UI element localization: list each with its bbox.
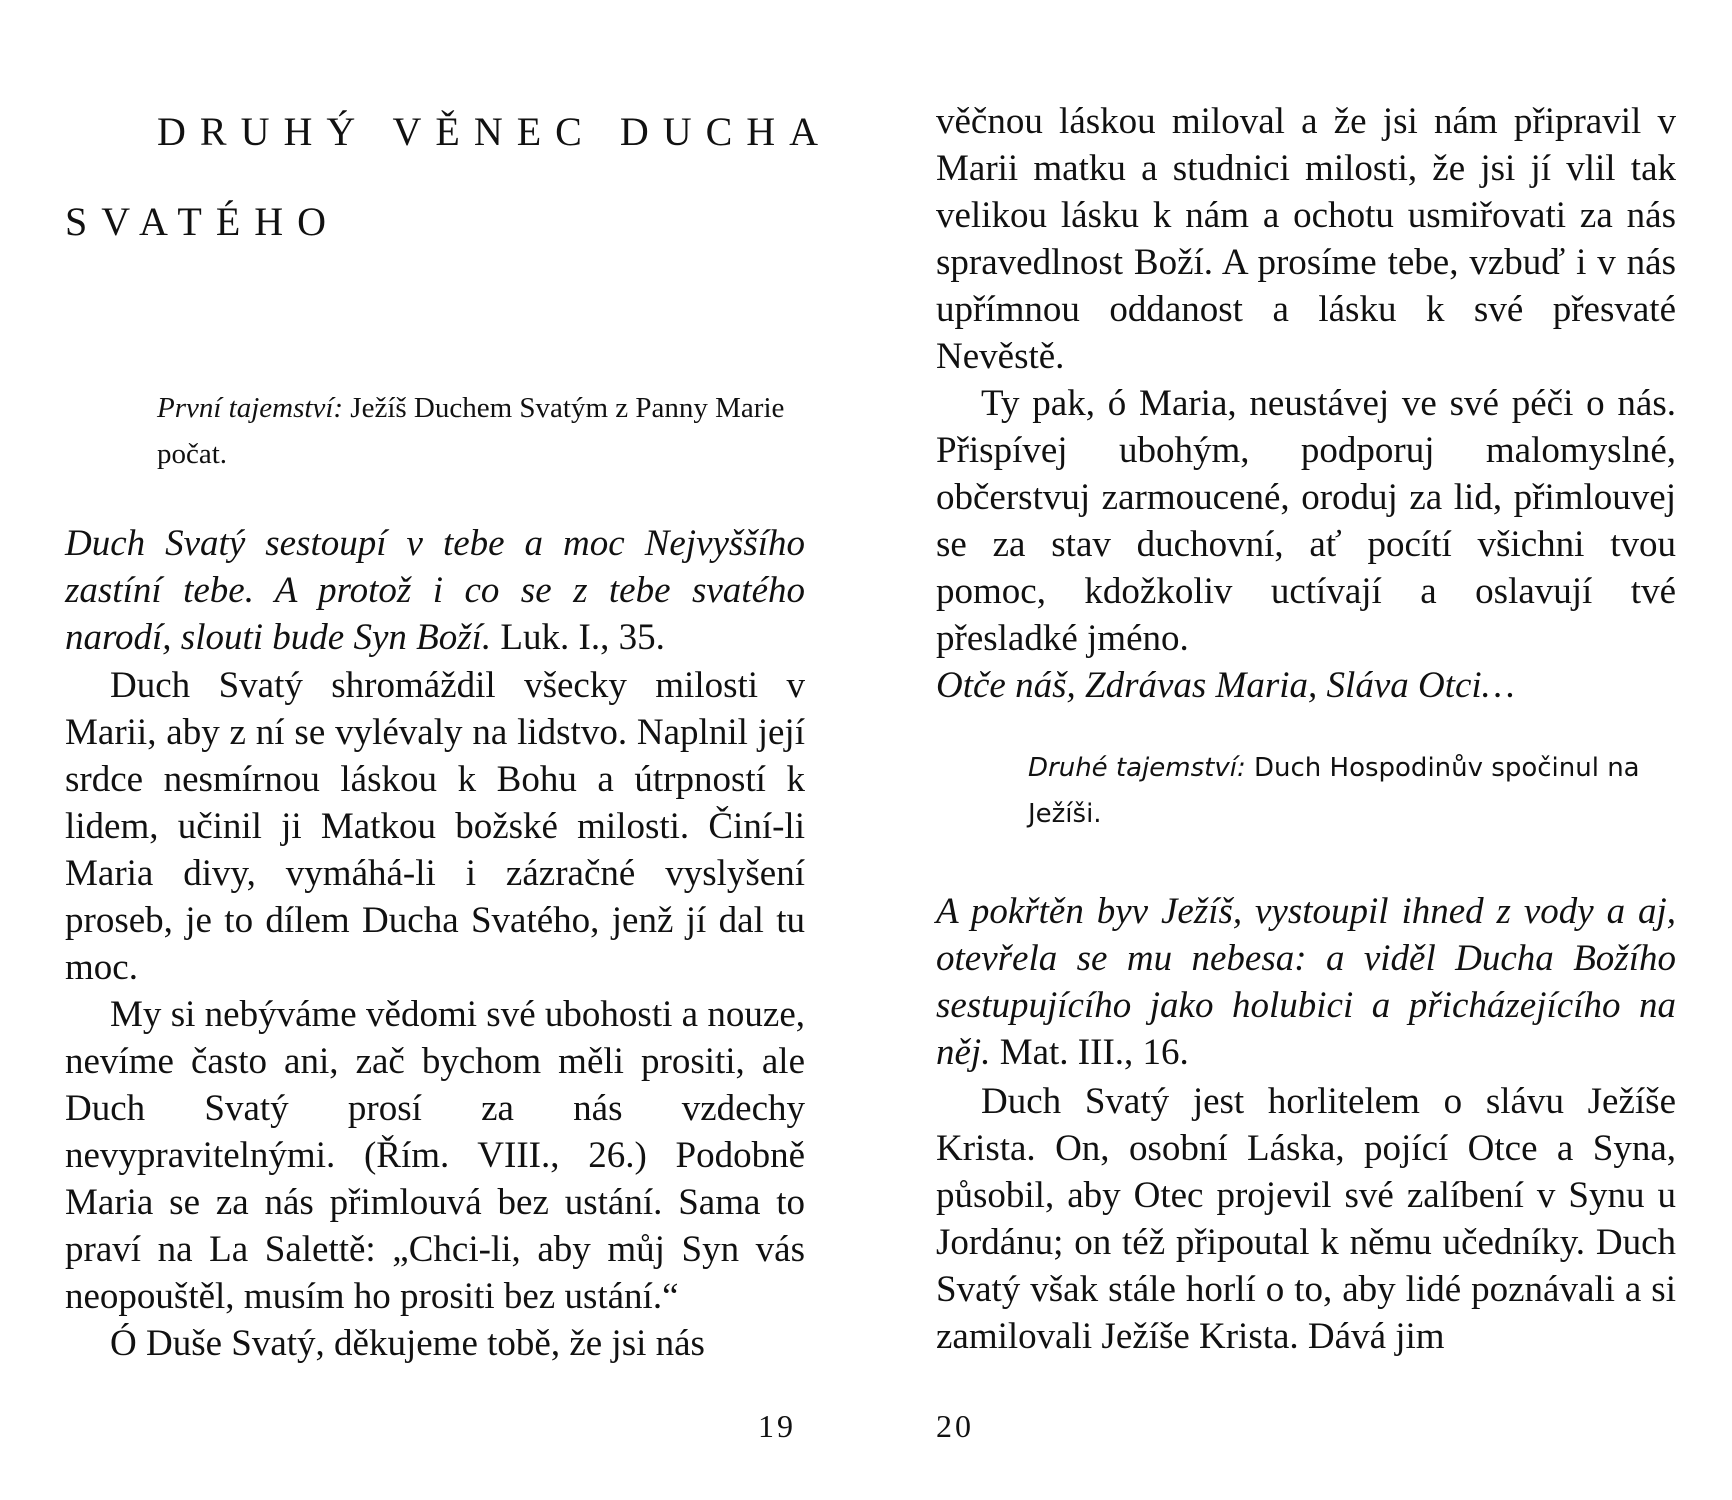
mystery-text: Ježíš Duchem Svatým z Panny Marie počat. <box>157 392 785 470</box>
scripture-quote <box>65 520 805 661</box>
page-number: 20 <box>936 1408 974 1444</box>
right-page <box>866 0 1732 1500</box>
chapter-title-line2: SVATÉHO <box>65 199 341 244</box>
first-mystery-heading <box>157 385 807 477</box>
body-text <box>65 662 805 1367</box>
prayer-line: Otče náš, Zdrávas Maria, Sláva Otci… <box>936 665 1515 706</box>
quote-text: Duch Svatý sestoupí v tebe a moc Nejvyššího zastíní tebe. A protož i co se z tebe svatého narodí, slouti bude Syn Boží. <box>65 523 805 658</box>
body-text-top <box>936 98 1676 709</box>
page-number: 19 <box>758 1408 796 1444</box>
second-mystery-heading <box>1028 745 1676 837</box>
mystery-label: První tajemství: <box>157 392 344 424</box>
paragraph: Duch Svatý jest horlitelem o slávu Ježíše Krista. On, osobní Láska, pojící Otce a Syna, působil, aby Otec projevil své zalíbení v Synu u Jordánu; on též připoutal k němu učedníky. Duch Svatý však stále horlí o to, aby lidé poznávali a si zamilovali Ježíše Krista. Dává jim <box>936 1081 1676 1357</box>
paragraph: My si nebýváme vědomi své ubohosti a nouze, nevíme často ani, zač bychom měli prositi, ale Duch Svatý prosí za nás vzdechy nevypravitelnými. (Řím. VIII., 26.) Podobně Maria se za nás přimlouvá bez ustání. Sama to praví na La Salettě: „Chci-li, aby můj Syn vás neopouštěl, musím ho prositi bez ustání.“ <box>65 994 805 1317</box>
quote-reference: Luk. I., 35. <box>491 617 665 658</box>
body-text-bottom <box>936 1078 1676 1360</box>
paragraph: Duch Svatý shromáždil všecky milosti v Marii, aby z ní se vylévaly na lidstvo. Naplnil její srdce nesmírnou láskou k Bohu a útrpností k lidem, učinil ji Matkou božské milosti. Činí-li Maria divy, vymáhá-li i zázračné vyslyšení proseb, je to dílem Ducha Svatého, jenž jí dal tu moc. <box>65 665 805 988</box>
chapter-title-line1: DRUHÝ VĚNEC DUCHA <box>157 109 833 154</box>
scripture-quote <box>936 888 1676 1076</box>
mystery-label: Druhé tajemství: <box>1028 753 1246 783</box>
quote-reference: Mat. III., 16. <box>990 1032 1189 1073</box>
quote-paragraph <box>936 888 1676 1076</box>
quote-text: A pokřtěn byv Ježíš, vystoupil ihned z vody a aj, otevřela se mu nebesa: a viděl Ducha Božího sestupujícího jako holubici a přicházejícího na něj. <box>936 891 1676 1073</box>
paragraph: Ó Duše Svatý, děkujeme tobě, že jsi nás <box>110 1323 705 1364</box>
mystery-text: Duch Hospodinův spočinul na Ježíši. <box>1028 753 1640 829</box>
quote-paragraph <box>65 520 805 661</box>
continued-paragraph: věčnou láskou miloval a že jsi nám připravil v Marii matku a studnici milosti, že jsi jí vlil tak velikou lásku k nám a ochotu usmiřovati za nás spravedlnost Boží. A prosíme tebe, vzbuď i v nás upřímnou oddanost a lásku k své přesvaté Nevěstě. <box>936 101 1676 377</box>
paragraph: Ty pak, ó Maria, neustávej ve své péči o nás. Přispívej ubohým, podporuj malomyslné, občerstvuj zarmoucené, oroduj za lid, přimlouvej se za stav duchovní, ať pocítí všichni tvou pomoc, kdožkoliv uctívají a oslavují tvé přesladké jméno. <box>936 383 1676 659</box>
